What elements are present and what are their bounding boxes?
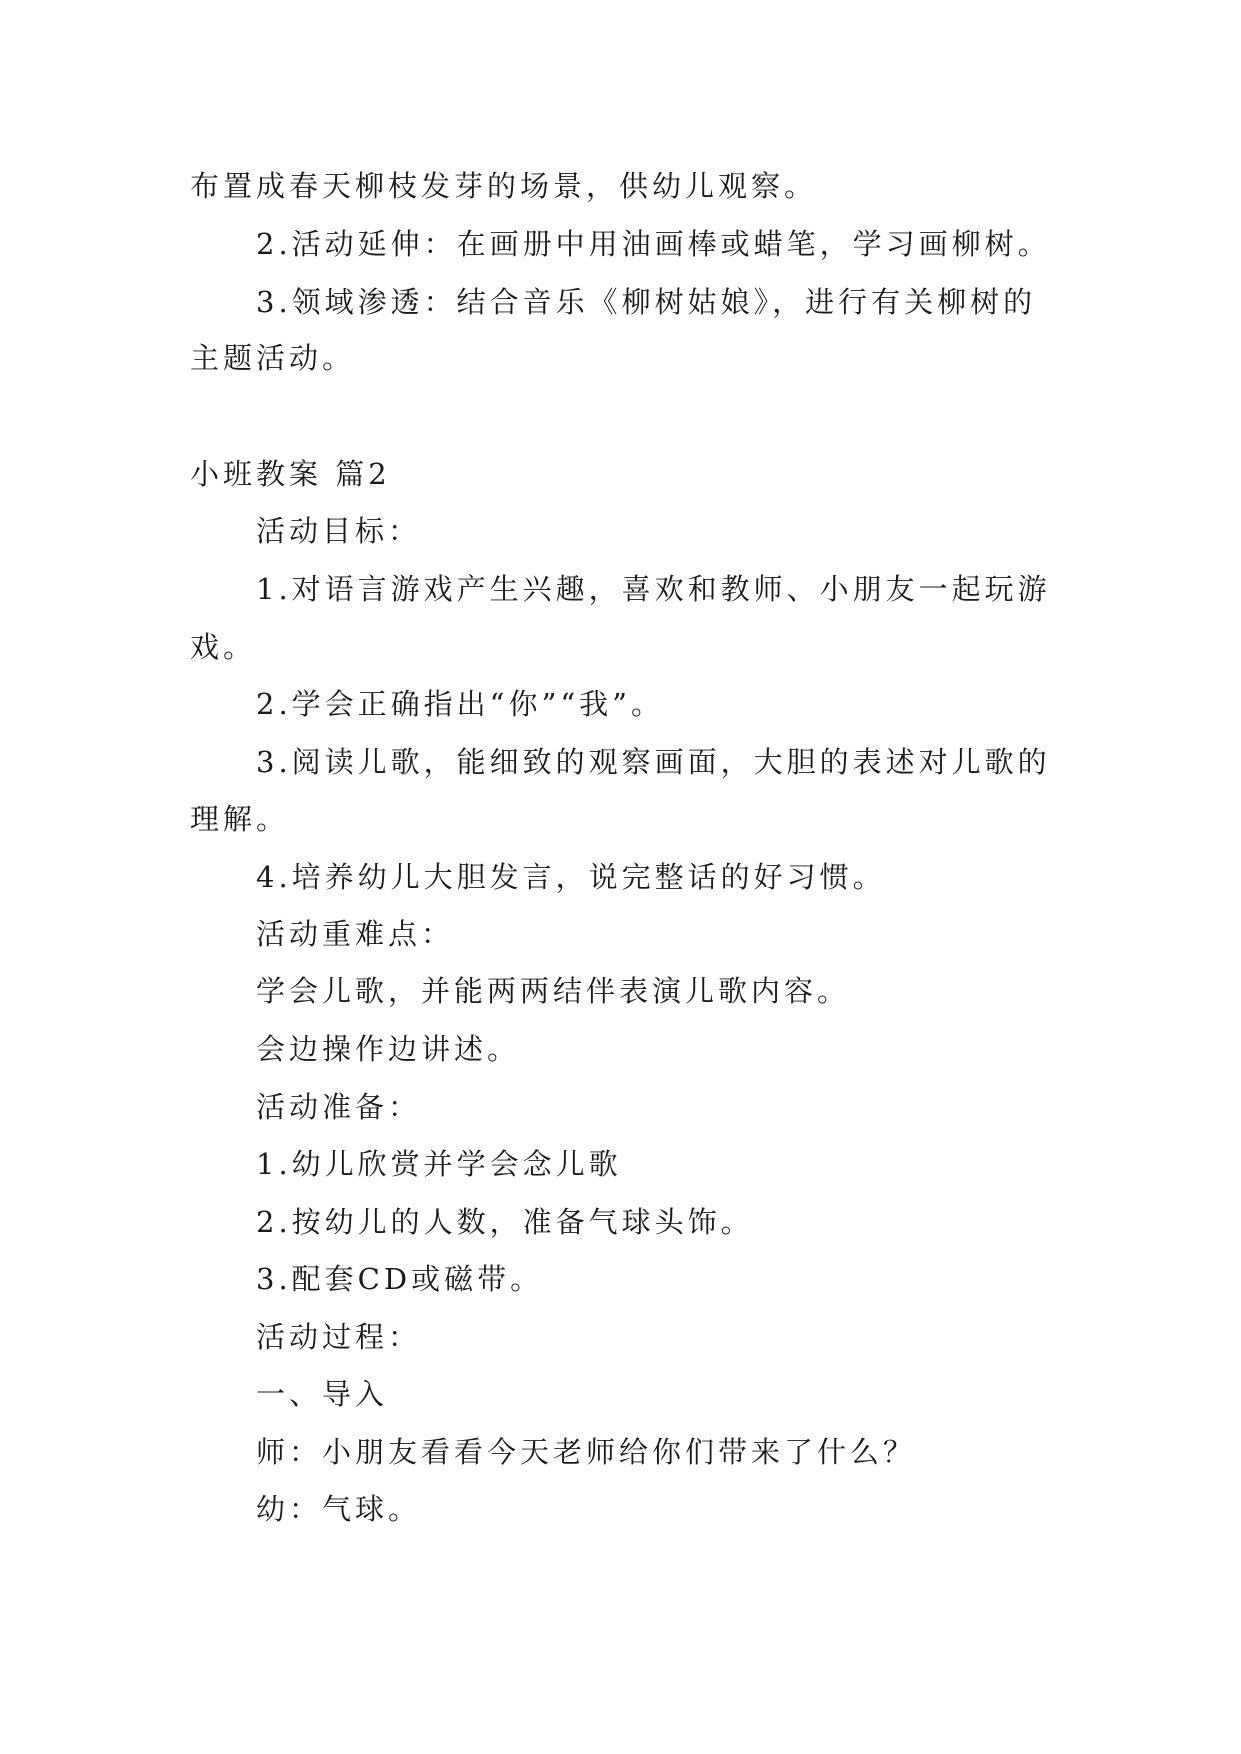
paragraph-line: 3.阅读儿歌，能细致的观察画面，大胆的表述对儿歌的 (256, 745, 1051, 779)
paragraph-line: 主题活动。 (190, 341, 356, 375)
paragraph-line: 幼：气球。 (256, 1492, 422, 1526)
paragraph-line: 2.活动延伸：在画册中用油画棒或蜡笔，学习画柳树。 (256, 227, 1051, 261)
paragraph-line: 1.对语言游戏产生兴趣，喜欢和教师、小朋友一起玩游 (256, 572, 1051, 606)
paragraph-line: 活动目标： (256, 514, 422, 548)
paragraph-line: 活动重难点： (256, 917, 455, 951)
paragraph-line: 4.培养幼儿大胆发言，说完整话的好习惯。 (256, 860, 886, 894)
paragraph-line: 戏。 (190, 630, 257, 664)
paragraph-line: 活动过程： (256, 1320, 422, 1354)
paragraph-line: 1.幼儿欣赏并学会念儿歌 (256, 1147, 622, 1181)
paragraph-line: 2.按幼儿的人数，准备气球头饰。 (256, 1205, 754, 1239)
paragraph-line: 2.学会正确指出“你”“我”。 (256, 687, 664, 721)
paragraph-line: 3.配套CD或磁带。 (256, 1262, 544, 1296)
paragraph-line: 会边操作边讲述。 (256, 1032, 521, 1066)
paragraph-line: 3.领域渗透：结合音乐《柳树姑娘》，进行有关柳树的 (256, 285, 1037, 319)
section-title: 小班教案 篇2 (190, 457, 391, 491)
paragraph-line: 活动准备： (256, 1090, 422, 1124)
paragraph-line: 一、导入 (256, 1377, 389, 1411)
paragraph-line: 理解。 (190, 802, 290, 836)
paragraph-line: 学会儿歌，并能两两结伴表演儿歌内容。 (256, 974, 851, 1008)
paragraph-line: 布置成春天柳枝发芽的场景，供幼儿观察。 (190, 169, 818, 203)
paragraph-line: 师：小朋友看看今天老师给你们带来了什么？ (256, 1435, 917, 1469)
